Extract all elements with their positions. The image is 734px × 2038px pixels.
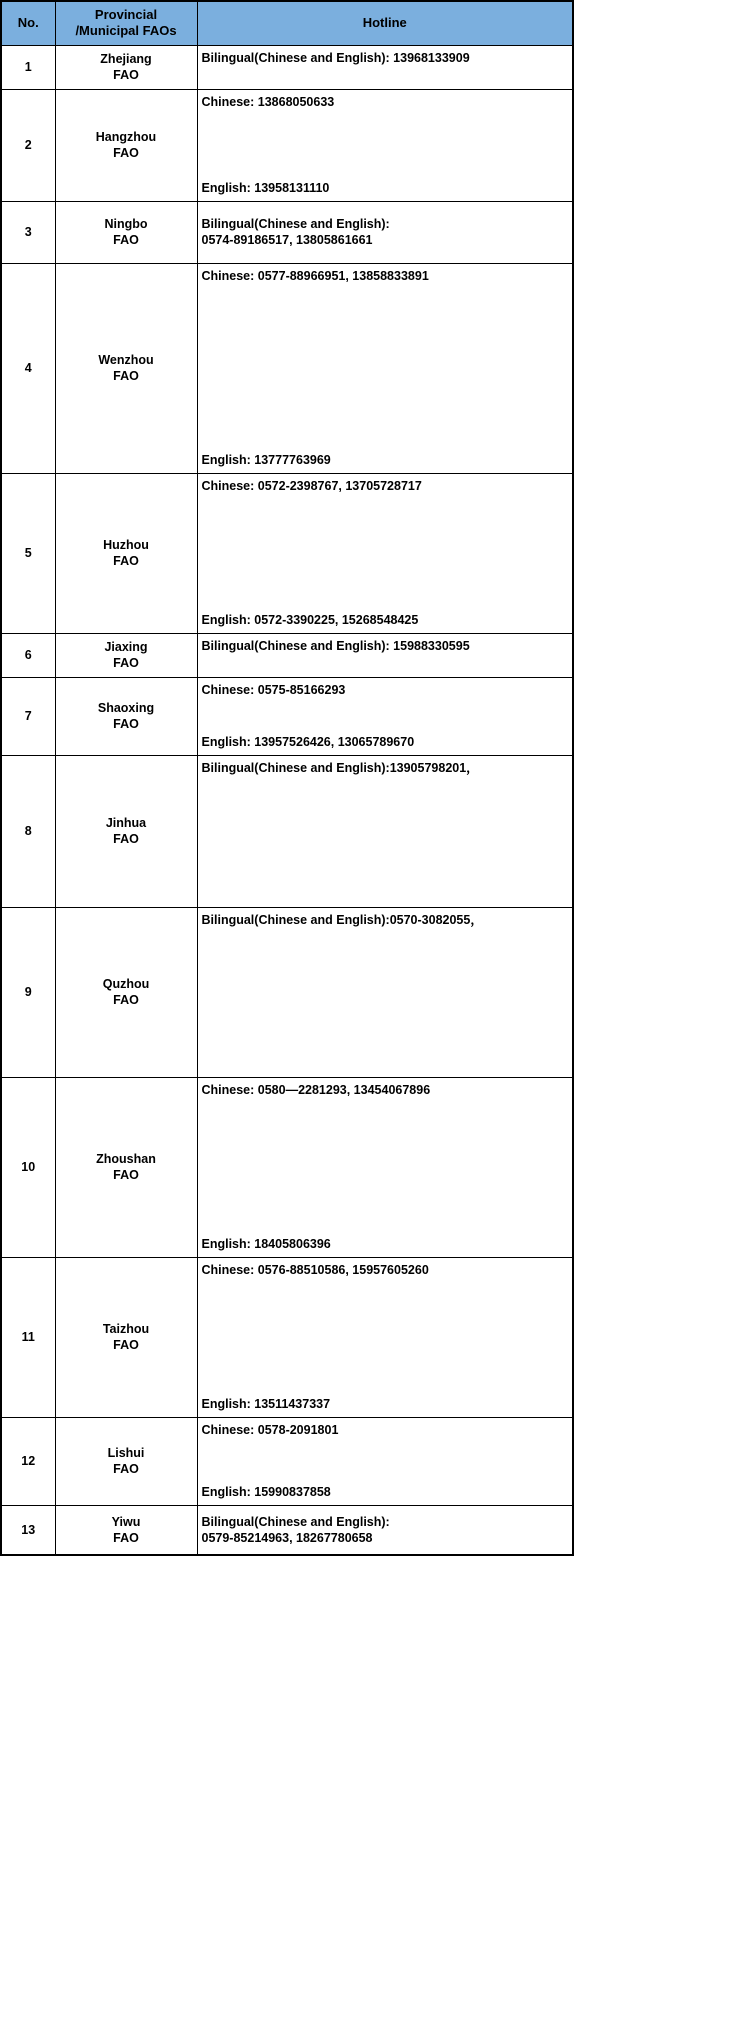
row-number-cell: 12: [1, 1417, 55, 1505]
hotline-cell: [197, 473, 573, 633]
table-row: [1, 1257, 573, 1417]
hotline-lines: [202, 758, 569, 904]
fao-name-cell: Ningbo FAO: [55, 201, 197, 263]
hotline-line: 0574-89186517, 13805861661: [201, 233, 373, 247]
table-row: [1, 45, 573, 89]
fao-name-cell: Zhejiang FAO: [55, 45, 197, 89]
hotline-lines: [202, 266, 569, 470]
fao-name-cell: Taizhou FAO: [55, 1257, 197, 1417]
fao-name-cell: Quzhou FAO: [55, 907, 197, 1077]
hotline-line: Chinese: 0576-88510586, 15957605260: [201, 1263, 429, 1277]
fao-name-cell: Zhoushan FAO: [55, 1077, 197, 1257]
table-row: [1, 907, 573, 1077]
table-row: [1, 677, 573, 755]
row-number-cell: 2: [1, 89, 55, 201]
row-number-cell: 7: [1, 677, 55, 755]
hotline-line: English: 15990837858: [201, 1484, 331, 1499]
row-number-cell: 3: [1, 201, 55, 263]
row-number-cell: 13: [1, 1505, 55, 1555]
table-body: [1, 45, 573, 1555]
hotline-cell: [197, 201, 573, 263]
hotline-lines: [202, 680, 569, 752]
hotline-line: Bilingual(Chinese and English):0570-3082055，: [201, 913, 483, 927]
fao-name-cell: Jiaxing FAO: [55, 633, 197, 677]
hotline-cell: [197, 1257, 573, 1417]
table-row: [1, 755, 573, 907]
table-row: [1, 473, 573, 633]
hotline-line: Chinese: 0575-85166293: [201, 683, 346, 697]
row-number-cell: 11: [1, 1257, 55, 1417]
table-row: [1, 201, 573, 263]
hotline-lines: [202, 1508, 569, 1552]
hotline-line: Bilingual(Chinese and English): 13968133909: [201, 51, 470, 65]
hotline-line: Chinese: 13868050633: [201, 95, 335, 109]
hotline-line: English: 13958131110: [201, 180, 330, 195]
hotline-line: Bilingual(Chinese and English):13905798201，: [201, 761, 479, 775]
hotline-line: Chinese: 0578-2091801: [201, 1423, 339, 1437]
hotline-line: English: 13957526426, 13065789670: [201, 734, 415, 749]
hotline-line: English: 13777763969: [201, 452, 331, 467]
hotline-lines: [202, 1260, 569, 1414]
row-number-cell: 4: [1, 263, 55, 473]
hotline-lines: [202, 1080, 569, 1254]
column-header-fao: Provincial /Municipal FAOs: [55, 1, 197, 45]
row-number-cell: 8: [1, 755, 55, 907]
fao-name-cell: Jinhua FAO: [55, 755, 197, 907]
hotline-line: English: 0572-3390225, 15268548425: [201, 612, 419, 627]
table-header-row: [1, 1, 573, 45]
row-number-cell: 10: [1, 1077, 55, 1257]
hotline-cell: [197, 1505, 573, 1555]
fao-name-cell: Lishui FAO: [55, 1417, 197, 1505]
fao-name-cell: Yiwu FAO: [55, 1505, 197, 1555]
hotline-cell: [197, 89, 573, 201]
hotline-line: Chinese: 0577-88966951, 13858833891: [201, 269, 429, 283]
hotline-line: Bilingual(Chinese and English):: [201, 216, 390, 231]
hotline-lines: [202, 476, 569, 630]
row-number-cell: 1: [1, 45, 55, 89]
hotline-cell: [197, 755, 573, 907]
hotline-cell: [197, 1077, 573, 1257]
hotline-line: Bilingual(Chinese and English): 15988330595: [201, 639, 470, 653]
table-row: [1, 1505, 573, 1555]
hotline-line: English: 18405806396: [201, 1236, 331, 1251]
table-row: [1, 633, 573, 677]
hotline-lines: [202, 92, 569, 198]
hotline-line: Chinese: 0580—2281293, 13454067896: [201, 1083, 431, 1097]
hotline-lines: [202, 636, 569, 674]
hotline-lines: [202, 1420, 569, 1502]
hotline-line: English: 13511437337: [201, 1396, 331, 1411]
table-row: [1, 1417, 573, 1505]
row-number-cell: 6: [1, 633, 55, 677]
table-row: [1, 89, 573, 201]
table-row: [1, 263, 573, 473]
row-number-cell: 5: [1, 473, 55, 633]
hotline-cell: [197, 907, 573, 1077]
fao-name-cell: Shaoxing FAO: [55, 677, 197, 755]
hotline-cell: [197, 263, 573, 473]
fao-name-cell: Hangzhou FAO: [55, 89, 197, 201]
hotline-cell: [197, 45, 573, 89]
fao-name-cell: Huzhou FAO: [55, 473, 197, 633]
hotline-lines: [202, 48, 569, 86]
fao-name-cell: Wenzhou FAO: [55, 263, 197, 473]
hotline-lines: [202, 204, 569, 260]
hotline-line: Bilingual(Chinese and English):: [201, 1514, 390, 1529]
hotline-lines: [202, 910, 569, 1074]
hotline-line: Chinese: 0572-2398767, 13705728717: [201, 479, 422, 493]
column-header-hotline: Hotline: [197, 1, 573, 45]
hotline-cell: [197, 1417, 573, 1505]
row-number-cell: 9: [1, 907, 55, 1077]
hotline-cell: [197, 677, 573, 755]
column-header-no: No.: [1, 1, 55, 45]
hotline-line: 0579-85214963, 18267780658: [201, 1530, 373, 1545]
table-row: [1, 1077, 573, 1257]
hotline-cell: [197, 633, 573, 677]
table-header: [1, 1, 573, 45]
